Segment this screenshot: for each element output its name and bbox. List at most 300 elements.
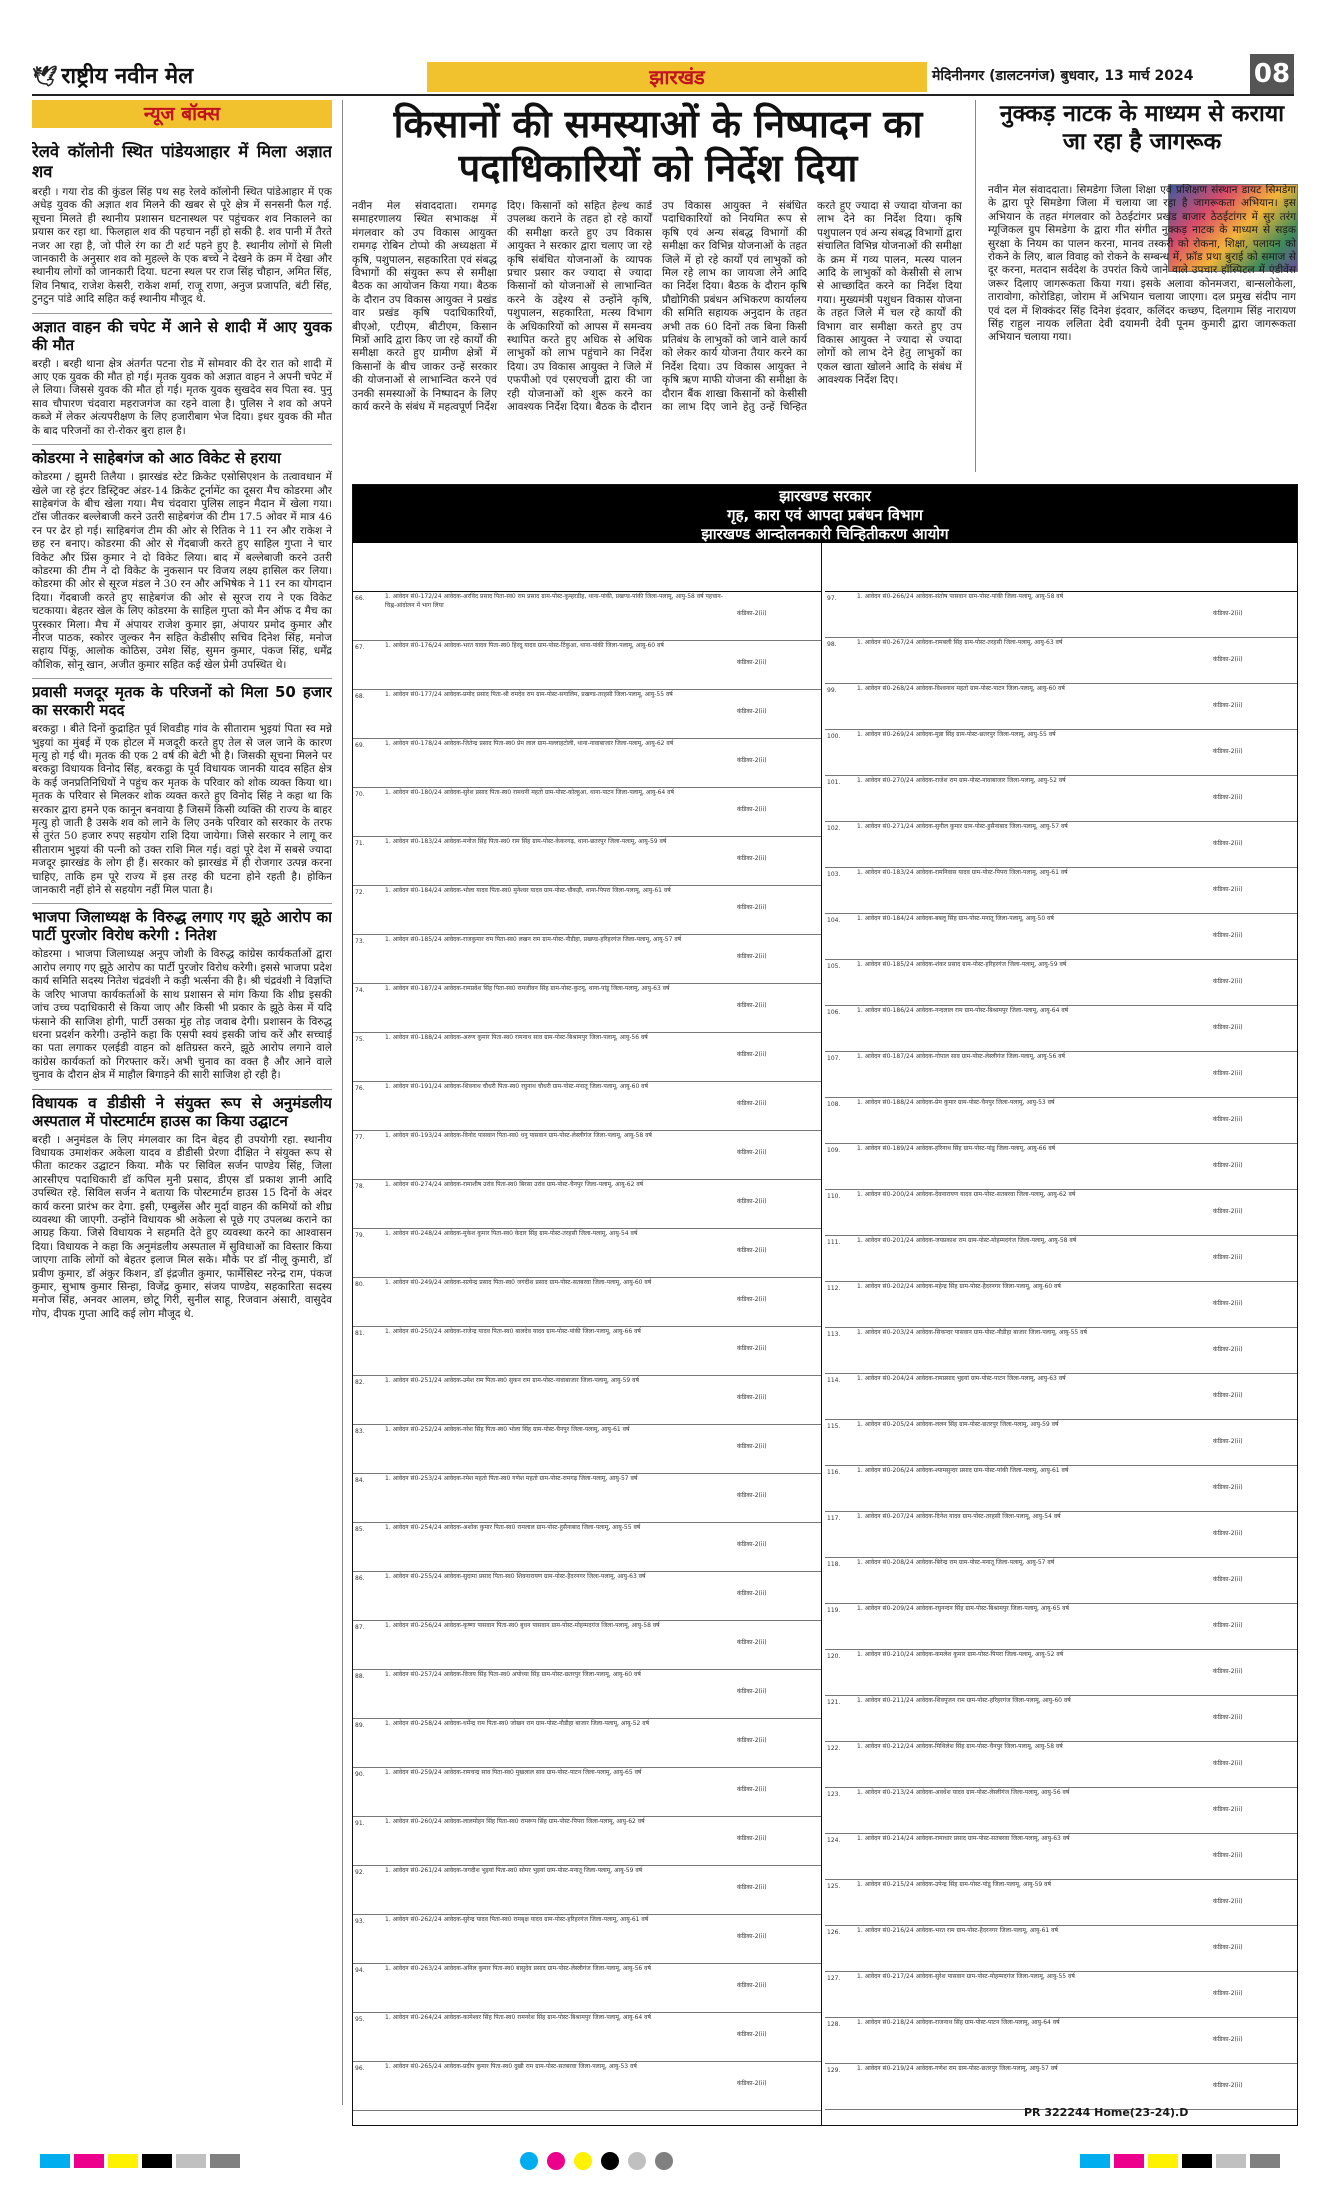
- row-serial: 114.: [827, 1377, 841, 1384]
- notice-row: [353, 2062, 821, 2111]
- registration-mark: [601, 2152, 619, 2170]
- notice-row: [353, 592, 821, 641]
- row-recommendation: कंडिका-2(ii): [737, 2031, 767, 2038]
- registration-mark: [210, 2154, 240, 2168]
- row-recommendation: कंडिका-2(ii): [737, 1394, 767, 1401]
- row-recommendation: कंडिका-2(ii): [737, 1149, 767, 1156]
- registration-mark: [1216, 2154, 1246, 2168]
- row-serial: 74.: [355, 987, 365, 994]
- row-serial: 88.: [355, 1673, 365, 1680]
- row-recommendation: कंडिका-2(ii): [1213, 932, 1243, 939]
- row-serial: 97.: [827, 595, 837, 602]
- row-recommendation: कंडिका-2(ii): [737, 1884, 767, 1891]
- row-recommendation: कंडिका-2(ii): [1213, 1438, 1243, 1445]
- row-details: 1. आवेदन सं0-201/24 आवेदक-जयप्रकाश राम ग्राम-पोस्ट-मोहम्मदगंज जिला-पलामू, आयु-58 वर्ष: [857, 1237, 1077, 1244]
- row-serial: 77.: [355, 1134, 365, 1141]
- notice-row: [353, 1523, 821, 1572]
- row-recommendation: कंडिका-2(ii): [1213, 978, 1243, 985]
- row-details: 1. आवेदन सं0-269/24 आवेदक-मुन्ना सिंह ग्राम-पोस्ट-छतरपुर जिला-पलामू, आयु-55 वर्ष: [857, 731, 1056, 738]
- notice-row: [353, 1817, 821, 1866]
- registration-mark: [1182, 2154, 1212, 2168]
- row-recommendation: कंडिका-2(ii): [1213, 1852, 1243, 1859]
- story-paragraph: नवीन मेल संवाददाता। सिमडेगा जिला शिक्षा एवं प्रशिक्षण संस्थान डायट सिमडेगा के द्वारा पूरे सिमडेगा जिला में चलाया जा रहा है जागरूकता अभियान। इस अभियान के तहत मंगलवार को ठेठईटांगर प्रखंड बाजार ठेठईटांगर में सुर तरंग म्यूजिकल ग्रुप सिमडेगा के द्वारा गीत संगीत नुक्कड़ नाटक के माध्यम से सड़क सुरक्षा के नियम का पालन करना, मानव तस्करी को रोकना, शिक्षा, पलायन को रोकने के लिए, बाल विवाह को रोकने के सम्बन्ध में, फ्रॉड प्रथा बुराई को समाज से दूर करना, मतदान सर्वदेश के उपरांत किये जाने वाले उपचार हॉस्पिटल में एंडीवेंस जरूर दिलाए जागरूकता किया गया। इसके अलावा कोनमजरा, बान्सलोकेला, तारावोगा, कोरोडिहा, जोराम में अभियान चलाया जाएगा। दल प्रमुख संदीप नाग एवं दल में शिक्कंदर सिंह दिनेश इंदवार, कलिंदर कच्छप, दिलगाम सिंह नारायण सिंह राहुल नायक ललिता देवी दयामनी देवी पूनम कुमारी द्वारा जागरूकता अभियान चलाया गया।: [988, 184, 1296, 344]
- notice-row: [825, 1006, 1297, 1052]
- row-details: 1. आवेदन सं0-208/24 आवेदक-बिरेन्द्र राम ग्राम-पोस्ट-मनातू जिला-पलामू, आयु-57 वर्ष: [857, 1559, 1055, 1566]
- news-body: बरही । गया रोड की कुंडल सिंह पथ सह रेलवे कॉलोनी स्थित पांडेआहार में एक अधेड़ युवक की अज्ञात शव मिलने की खबर से पूरे क्षेत्र में सनसनी फैल गई. सूचना मिलते ही स्थानीय प्रशासन घटनास्थल पर पहुंचकर शव निकालने का प्रयास कर रहा था. फिलहाल शव की पहचान नहीं हो सकी है. शव पानी में तैरते नजर आ रहा है, जो पीले रंग का टी शर्ट पहने हुए है. स्थानीय लोगों से मिली जानकारी के अनुसार शव को मुहल्ले के एक बच्चे ने देखने के क्रम में देखा और स्थानीय लोगों को जानकारी दिया. घटना स्थल पर राज सिंह चौहान, अमित सिंह, शिव निषाद, राजेश केसरी, राकेश शर्मा, राजू राणा, अनुज प्रजापति, बंटी सिंह, टुनटुन पांडे आदि सहित कई स्थानीय मौजूद थे.: [32, 186, 332, 306]
- row-serial: 68.: [355, 693, 365, 700]
- row-serial: 120.: [827, 1653, 841, 1660]
- row-recommendation: कंडिका-2(ii): [1213, 748, 1243, 755]
- row-details: 1. आवेदन सं0-209/24 आवेदक-रघुनन्दन सिंह ग्राम-पोस्ट-बिश्रामपुर जिला-पलामू, आयु-65 वर्ष: [857, 1605, 1069, 1612]
- registration-mark: [1080, 2154, 1110, 2168]
- row-serial: 79.: [355, 1232, 365, 1239]
- side-headline: नुक्कड़ नाटक के माध्यम से कराया जा रहा है जागरूक: [999, 101, 1285, 155]
- row-recommendation: कंडिका-2(ii): [1213, 1116, 1243, 1123]
- row-details: 1. आवेदन सं0-183/24 आवेदक-मनोज सिंह पिता-स्व0 राम सिंह ग्राम-पोस्ट-केकरगढ़, थाना-छतरपुर जिला-पलामू, आयु-59 वर्ष: [385, 838, 667, 845]
- row-serial: 98.: [827, 641, 837, 648]
- notice-row: [825, 1328, 1297, 1374]
- row-details: 1. आवेदन सं0-187/24 आवेदक-रामप्रवेश सिंह पिता-स्व0 रामजीवन सिंह ग्राम-पोस्ट-कुटमू, थाना-पांडू जिला-पलामू, आयु-63 वर्ष: [385, 985, 670, 992]
- notice-row: [353, 788, 821, 837]
- notice-row: [353, 1621, 821, 1670]
- row-details: 1. आवेदन सं0-202/24 आवेदक-महेन्द्र सिंह ग्राम-पोस्ट-हैदरनगर जिला-पलामू, आयु-60 वर्ष: [857, 1283, 1061, 1290]
- notice-row: [353, 1327, 821, 1376]
- notice-row: [353, 739, 821, 788]
- row-details: 1. आवेदन सं0-255/24 आवेदक-सुदामा प्रसाद पिता-स्व0 शिवनारायण ग्राम-पोस्ट-हैदरनगर जिला-पलामू, आयु-63 वर्ष: [385, 1573, 646, 1580]
- row-details: 1. आवेदन सं0-258/24 आवेदक-धर्मेन्द्र राम पिता-स्व0 जोखन राम ग्राम-पोस्ट-नौडीहा बाजार जिला-पलामू, आयु-52 वर्ष: [385, 1720, 650, 1727]
- notice-row: [353, 935, 821, 984]
- registration-marks-left: [40, 2152, 244, 2170]
- row-serial: 113.: [827, 1331, 841, 1338]
- row-recommendation: कंडिका-2(ii): [737, 904, 767, 911]
- row-serial: 110.: [827, 1193, 841, 1200]
- registration-mark: [547, 2152, 565, 2170]
- row-serial: 78.: [355, 1183, 365, 1190]
- row-details: 1. आवेदन सं0-203/24 आवेदक-सिकन्दर पासवान ग्राम-पोस्ट-नौडीहा बाजार जिला-पलामू, आयु-55 वर्ष: [857, 1329, 1087, 1336]
- notice-row: [825, 1788, 1297, 1834]
- row-serial: 96.: [355, 2065, 365, 2072]
- notice-row: [825, 914, 1297, 960]
- row-details: 1. आवेदन सं0-251/24 आवेदक-उमेश राम पिता-स्व0 सुकन राम ग्राम-पोस्ट-नावाबाजार जिला-पलामू, आयु-59 वर्ष: [385, 1377, 639, 1384]
- registration-mark: [40, 2154, 70, 2168]
- notice-row: [353, 1768, 821, 1817]
- row-details: 1. आवेदन सं0-215/24 आवेदक-उपेन्द्र सिंह ग्राम-पोस्ट-पांडू जिला-पलामू, आयु-59 वर्ष: [857, 1881, 1051, 1888]
- row-details: 1. आवेदन सं0-252/24 आवेदक-नरेश सिंह पिता-स्व0 भोला सिंह ग्राम-पोस्ट-चैनपुर जिला-पलामू, आयु-61 वर्ष: [385, 1426, 630, 1433]
- notice-row: [353, 1866, 821, 1915]
- row-details: 1. आवेदन सं0-207/24 आवेदक-दिनेश यादव ग्राम-पोस्ट-तरहसी जिला-पलामू, आयु-54 वर्ष: [857, 1513, 1061, 1520]
- row-serial: 112.: [827, 1285, 841, 1292]
- row-details: 1. आवेदन सं0-204/24 आवेदक-रामप्रसाद भुइयां ग्राम-पोस्ट-पाटन जिला-पलामू, आयु-63 वर्ष: [857, 1375, 1066, 1382]
- row-details: 1. आवेदन सं0-217/24 आवेदक-सुरेश पासवान ग्राम-पोस्ट-मोहम्मदगंज जिला-पलामू, आयु-55 वर्ष: [857, 1973, 1075, 1980]
- row-serial: 70.: [355, 791, 365, 798]
- row-details: 1. आवेदन सं0-187/24 आवेदक-गोपाल साव ग्राम-पोस्ट-लेस्लीगंज जिला-पलामू, आयु-56 वर्ष: [857, 1053, 1066, 1060]
- row-serial: 94.: [355, 1967, 365, 1974]
- row-recommendation: कंडिका-2(ii): [1213, 886, 1243, 893]
- row-details: 1. आवेदन सं0-191/24 आवेदक-शिवनाथ चौधरी पिता-स्व0 रघुनाथ चौधरी ग्राम-पोस्ट-मनातू जिला-पलामू, आयु-60 वर्ष: [385, 1083, 648, 1090]
- row-details: 1. आवेदन सं0-256/24 आवेदक-कृष्णा पासवान पिता-स्व0 बुधन पासवान ग्राम-पोस्ट-मोहम्मदगंज जिला-पलामू, आयु-58 वर्ष: [385, 1622, 660, 1629]
- notice-row: [353, 1082, 821, 1131]
- row-details: 1. आवेदन सं0-188/24 आवेदक-प्रेम कुमार ग्राम-पोस्ट-चैनपुर जिला-पलामू, आयु-53 वर्ष: [857, 1099, 1055, 1106]
- row-serial: 90.: [355, 1771, 365, 1778]
- row-recommendation: कंडिका-2(ii): [737, 1639, 767, 1646]
- row-recommendation: कंडिका-2(ii): [737, 1492, 767, 1499]
- row-details: 1. आवेदन सं0-259/24 आवेदक-रामचन्द्र साव पिता-स्व0 मुखलाल साव ग्राम-पोस्ट-पाटन जिला-पलामू, आयु-65 वर्ष: [385, 1769, 642, 1776]
- row-serial: 87.: [355, 1624, 365, 1631]
- row-recommendation: कंडिका-2(ii): [1213, 1576, 1243, 1583]
- row-serial: 99.: [827, 687, 837, 694]
- notice-row: [825, 2018, 1297, 2064]
- row-serial: 126.: [827, 1929, 841, 1936]
- row-recommendation: कंडिका-2(ii): [737, 1100, 767, 1107]
- row-serial: 102.: [827, 825, 841, 832]
- notice-row: [825, 1880, 1297, 1926]
- side-story-body: [988, 184, 1296, 474]
- notice-row: [353, 641, 821, 690]
- row-recommendation: कंडिका-2(ii): [737, 757, 767, 764]
- notice-gov: झारखण्ड सरकार: [779, 487, 871, 505]
- row-details: 1. आवेदन सं0-263/24 आवेदक-अनिल कुमार पिता-स्व0 बासुदेव प्रसाद ग्राम-पोस्ट-लेस्लीगंज जिला-पलामू, आयु-56 वर्ष: [385, 1965, 651, 1972]
- registration-mark: [628, 2152, 646, 2170]
- column-rule: [342, 100, 343, 2105]
- news-headline: भाजपा जिलाध्यक्ष के विरुद्ध लगाए गए झूठे आरोप का पार्टी पुरजोर विरोध करेगी : नितेश: [32, 903, 332, 944]
- row-details: 1. आवेदन सं0-184/24 आवेदक-बबलू सिंह ग्राम-पोस्ट-मनातू जिला-पलामू, आयु-50 वर्ष: [857, 915, 1054, 922]
- row-recommendation: कंडिका-2(ii): [737, 1590, 767, 1597]
- row-serial: 129.: [827, 2067, 841, 2074]
- row-details: 1. आवेदन सं0-189/24 आवेदक-हरिनाथ सिंह ग्राम-पोस्ट-पांडू जिला-पलामू, आयु-66 वर्ष: [857, 1145, 1056, 1152]
- row-recommendation: कंडिका-2(ii): [1213, 1668, 1243, 1675]
- notice-row: [353, 1474, 821, 1523]
- row-serial: 108.: [827, 1101, 841, 1108]
- row-details: 1. आवेदन सं0-178/24 आवेदक-जितेन्द्र प्रसाद पिता-स्व0 प्रेम लाल ग्राम-मल्लाहटोली, थाना-नावाबाजार जिला-पलामू, आयु-62 वर्ष: [385, 740, 674, 747]
- row-serial: 86.: [355, 1575, 365, 1582]
- row-recommendation: कंडिका-2(ii): [737, 1541, 767, 1548]
- row-recommendation: कंडिका-2(ii): [737, 806, 767, 813]
- row-recommendation: कंडिका-2(ii): [737, 953, 767, 960]
- notice-row: [825, 1926, 1297, 1972]
- brand: [32, 60, 193, 90]
- row-serial: 106.: [827, 1009, 841, 1016]
- row-recommendation: कंडिका-2(ii): [737, 708, 767, 715]
- notice-row: [353, 886, 821, 935]
- row-serial: 69.: [355, 742, 365, 749]
- notice-row: [825, 730, 1297, 776]
- row-details: 1. आवेदन सं0-177/24 आवेदक-प्रमोद प्रसाद पिता-श्री रामदेव राम ग्राम-पोस्ट-सगालिम, प्रखण्ड-तरहसी जिला-पलामू, आयु-55 वर्ष: [385, 691, 673, 698]
- row-serial: 85.: [355, 1526, 365, 1533]
- story-paragraph: नवीन मेल संवाददाता। रामगढ़ समाहरणालय स्थित सभाकक्ष में मंगलवार को उप विकास आयुक्त रामगढ़ रोबिन टोप्पो की अध्यक्षता में कृषि, पशुपालन, सहकारिता एवं संबद्ध विभागों की संयुक्त रूप से समीक्षा बैठक का आयोजन किया गया। बैठक के दौरान उप विकास आयुक्त ने प्रखंड वार प्रखंड कृषि पदाधिकारियों, बीएओ, एटीएम, बीटीएम, किसान मित्रों आदि द्वारा किए जा रहे कार्यों की समीक्षा करते हुए ग्रामीण क्षेत्रों में किसानों के बीच जाकर उन्हें सरकार की योजनाओं से लाभान्वित करने एवं उनकी समस्याओं के निष्पादन के लिए कार्य करने के संबंध में महत्वपूर्ण निर्देश दिए। किसानों को सहित हेल्थ कार्ड उपलब्ध कराने के तहत हो रहे कार्यों की समीक्षा करते हुए उप विकास आयुक्त ने सरकार द्वारा चलाए जा रहे कृषि संबंधित योजनाओं के व्यापक प्रचार प्रसार कर ज्यादा से ज्यादा किसानों को योजनाओं से लाभान्वित करने के उद्देश्य से उन्होंने कृषि, पशुपालन, सहकारिता, मत्स्य विभाग के अधिकारियों को आपस में समन्वय स्थापित करते हुए अधिक से अधिक लाभुकों को लाभ पहुंचाने का निर्देश दिया। उप विकास आयुक्त ने जिले में एफपीओ एवं एसएचजी द्वारा की जा रही योजनाओं को शुरू करने का आवश्यक निर्देश दिया। बैठक के दौरान उप विकास आयुक्त ने संबंधित पदाधिकारियों को नियमित रूप से कृषि एवं अन्य संबद्ध विभागों की समीक्षा कर विभिन्न योजनाओं के तहत जिले में हो रहे कार्यों एवं लाभुकों को मिल रहे लाभ का जायजा लेने आदि का निर्देश दिया। बैठक के दौरान कृषि प्रौद्योगिकी प्रबंधन अभिकरण कार्यालय की समिति सहायक अनुदान के तहत अभी तक 60 दिनों तक बिना किसी प्रतिबंध के लाभुकों को जाने वाले कार्य को लेकर कार्य योजना तैयार करने का निर्देश दिया। उप विकास आयुक्त ने कृषि ऋण माफी योजना की समीक्षा के दौरान बैंक शाखा किसानों को केसीसी का लाभ दिए जाने हेतु उन्हें चिन्हित करते हुए ज्यादा से ज्यादा योजना का लाभ देने का निर्देश दिया। कृषि पशुपालन एवं अन्य संबद्ध विभागों द्वारा संचालित विभिन्न योजनाओं की समीक्षा के क्रम में गव्य पालन, मत्स्य पालन आदि के लाभुकों को केसीसी से लाभ से आच्छादित करने का निर्देश दिया गया। मुख्यमंत्री पशुधन विकास योजना के तहत जिले में चल रहे कार्यों की विभाग वार समीक्षा करते हुए उप विकास आयुक्त ने ज्यादा से ज्यादा लोगों को लाभ देने हेतु लाभुकों का एकल खाता खोलने आदि के संबंध में आवश्यक निर्देश दिए।: [352, 200, 962, 414]
- notice-row: [825, 1190, 1297, 1236]
- row-details: 1. आवेदन सं0-185/24 आवेदक-शंकर प्रसाद ग्राम-पोस्ट-हरिहरगंज जिला-पलामू, आयु-59 वर्ष: [857, 961, 1067, 968]
- notice-commission: झारखण्ड आन्दोलनकारी चिन्हितीकरण आयोग: [701, 525, 949, 543]
- notice-row: [825, 1282, 1297, 1328]
- row-recommendation: कंडिका-2(ii): [737, 1786, 767, 1793]
- row-serial: 107.: [827, 1055, 841, 1062]
- row-details: 1. आवेदन सं0-211/24 आवेदक-शिवपूजन राम ग्राम-पोस्ट-हरिहरगंज जिला-पलामू, आयु-60 वर्ष: [857, 1697, 1071, 1704]
- news-headline: कोडरमा ने साहेबगंज को आठ विकेट से हराया: [32, 444, 332, 467]
- row-details: 1. आवेदन सं0-176/24 आवेदक-भरत यादव पिता-स्व0 हिरदू यादव ग्राम-पोस्ट-टिंकुआ, थाना-पांकी जिला-पलामू, आयु-60 वर्ष: [385, 642, 664, 649]
- row-serial: 116.: [827, 1469, 841, 1476]
- row-details: 1. आवेदन सं0-200/24 आवेदक-देवनारायण यादव ग्राम-पोस्ट-सतबरवा जिला-पलामू, आयु-62 वर्ष: [857, 1191, 1076, 1198]
- brand-name: राष्ट्रीय नवीन मेल: [61, 64, 194, 89]
- notice-row: [825, 822, 1297, 868]
- notice-row: [353, 984, 821, 1033]
- row-recommendation: कंडिका-2(ii): [737, 855, 767, 862]
- row-details: 1. आवेदन सं0-248/24 आवेदक-मुकेश कुमार पिता-स्व0 केदार सिंह ग्राम-पोस्ट-तरहसी जिला-पलामू, आयु-54 वर्ष: [385, 1230, 638, 1237]
- row-recommendation: कंडिका-2(ii): [737, 1198, 767, 1205]
- row-serial: 84.: [355, 1477, 365, 1484]
- news-headline: विधायक व डीडीसी ने संयुक्त रूप से अनुमंडलीय अस्पताल में पोस्टमार्टम हाउस का किया उद्घाटन: [32, 1089, 332, 1130]
- row-serial: 119.: [827, 1607, 841, 1614]
- row-details: 1. आवेदन सं0-262/24 आवेदक-सुरेन्द्र यादव पिता-स्व0 रामबृक्ष यादव ग्राम-पोस्ट-हरिहरगंज जिला-पलामू, आयु-61 वर्ष: [385, 1916, 649, 1923]
- row-details: 1. आवेदन सं0-266/24 आवेदक-संतोष पासवान ग्राम-पोस्ट-पांकी जिला-पलामू, आयु-58 वर्ष: [857, 593, 1064, 600]
- row-details: 1. आवेदन सं0-184/24 आवेदक-भोला यादव पिता-स्व0 मुनेश्वर यादव ग्राम-पोस्ट-चौकड़ी, थाना-पिपरा जिला-पलामू, आयु-61 वर्ष: [385, 887, 671, 894]
- row-serial: 115.: [827, 1423, 841, 1430]
- notice-row: [825, 1696, 1297, 1742]
- notice-row: [353, 1033, 821, 1082]
- row-recommendation: कंडिका-2(ii): [1213, 1990, 1243, 1997]
- row-serial: 91.: [355, 1820, 365, 1827]
- row-details: 1. आवेदन सं0-188/24 आवेदक-अरुण कुमार पिता-स्व0 रामनाथ साव ग्राम-पोस्ट-बिश्रामपुर जिला-पलामू, आयु-56 वर्ष: [385, 1034, 648, 1041]
- row-recommendation: कंडिका-2(ii): [1213, 1806, 1243, 1813]
- row-recommendation: कंडिका-2(ii): [1213, 1484, 1243, 1491]
- row-serial: 75.: [355, 1036, 365, 1043]
- masthead: [32, 60, 1294, 96]
- notice-row: [825, 1052, 1297, 1098]
- registration-marks-right: [1080, 2152, 1284, 2170]
- row-details: 1. आवेदन सं0-214/24 आवेदक-रामाधार प्रसाद ग्राम-पोस्ट-सतबरवा जिला-पलामू, आयु-63 वर्ष: [857, 1835, 1070, 1842]
- notice-row: [825, 684, 1297, 730]
- row-details: 1. आवेदन सं0-172/24 आवेदक-अरविंद प्रसाद पिता-स्व0 राम प्रसाद ग्राम-पोस्ट-कुम्हरडीह, थाना-पांकी, प्रखण्ड-पांकी जिला-पलामू, आयु-58 वर्ष पहचान-चिह्न-आंदोलन में भाग लिया: [385, 593, 723, 609]
- row-serial: 121.: [827, 1699, 841, 1706]
- row-details: 1. आवेदन सं0-260/24 आवेदक-लालमोहन सिंह पिता-स्व0 रामरूप सिंह ग्राम-पोस्ट-पिपरा जिला-पलामू, आयु-62 वर्ष: [385, 1818, 645, 1825]
- row-serial: 66.: [355, 595, 365, 602]
- row-serial: 101.: [827, 779, 841, 786]
- row-recommendation: कंडिका-2(ii): [1213, 702, 1243, 709]
- notice-row: [825, 1558, 1297, 1604]
- notice-row: [825, 638, 1297, 684]
- row-details: 1. आवेदन सं0-267/24 आवेदक-रामबली सिंह ग्राम-पोस्ट-तरहसी जिला-पलामू, आयु-63 वर्ष: [857, 639, 1063, 646]
- row-recommendation: कंडिका-2(ii): [737, 1835, 767, 1842]
- notice-row: [825, 1236, 1297, 1282]
- notice-row: [353, 1425, 821, 1474]
- row-details: 1. आवेदन सं0-218/24 आवेदक-राजनाथ सिंह ग्राम-पोस्ट-पाटन जिला-पलामू, आयु-64 वर्ष: [857, 2019, 1060, 2026]
- row-recommendation: कंडिका-2(ii): [737, 1247, 767, 1254]
- row-details: 1. आवेदन सं0-268/24 आवेदक-विश्वनाथ महतो ग्राम-पोस्ट-पाटन जिला-पलामू, आयु-60 वर्ष: [857, 685, 1065, 692]
- notice-table-header: [825, 543, 1297, 592]
- notice-row: [353, 690, 821, 739]
- registration-mark: [1148, 2154, 1178, 2168]
- bird-logo-icon: 🕊: [32, 64, 58, 88]
- notice-row: [353, 1131, 821, 1180]
- row-recommendation: कंडिका-2(ii): [1213, 2082, 1243, 2089]
- notice-row: [825, 960, 1297, 1006]
- row-serial: 124.: [827, 1837, 841, 1844]
- registration-mark: [74, 2154, 104, 2168]
- row-recommendation: कंडिका-2(ii): [737, 1345, 767, 1352]
- notice-row: [825, 868, 1297, 914]
- row-recommendation: कंडिका-2(ii): [737, 1737, 767, 1744]
- row-recommendation: कंडिका-2(ii): [1213, 1760, 1243, 1767]
- row-serial: 103.: [827, 871, 841, 878]
- row-serial: 93.: [355, 1918, 365, 1925]
- row-recommendation: कंडिका-2(ii): [1213, 1254, 1243, 1261]
- row-details: 1. आवेदन सं0-193/24 आवेदक-विनोद पासवान पिता-स्व0 धनु पासवान ग्राम-पोस्ट-लेस्लीगंज जिला-पलामू, आयु-58 वर्ष: [385, 1132, 652, 1139]
- news-headline: प्रवासी मजदूर मृतक के परिजनों को मिला 50 हजार का सरकारी मदद: [32, 678, 332, 719]
- row-serial: 95.: [355, 2016, 365, 2023]
- row-serial: 67.: [355, 644, 365, 651]
- news-body: बरकट्ठा । बीते दिनों कुद्राहित पूर्व शिवडीह गांव के सीताराम भुइयां पिता स्व मन्ने भुइयां का मुंबई में एक होटल में मजदूरी करते हुए तेल से जल जाने के कारण मृत्यु हो गई थी। मृतक की एक 2 वर्ष की बेटी भी है। जिसकी सूचना मिलने पर बरकट्ठा विधायक विनोद सिंह, बरकट्ठा के पूर्व विधायक जानकी यादव सहित क्षेत्र के कई जनप्रतिनिधियों ने पहुंच कर मृतक के परिवार को शोक व्यक्त किया था। मृतक के परिवार से मिलकर शोक व्यक्त करते हुए विनोद सिंह ने कहा था कि सरकार द्वारा हमने एक कानून बनवाया है जिसमें किसी व्यक्ति की राज्य के बाहर मृत्यु हो जाती है उसके शव को लाने के लिए उनके परिवार को सरकार के तरफ से तुरंत 50 हजार रुपए सहयोग राशि दिया जायेगा। जिसे सरकार ने लागू कर सीताराम भुइयां की पत्नी को उक्त राशि मिल गई। वहां पूरे देश में सबसे ज्यादा मजदूर झारखंड के लोग ही हैं। सरकार को झारखंड में ही रोजगार उत्पन्न करना चाहिए, ताकि हम पूरे राज्य में इस तरह की घटना होने रहती है। होकिन जानकारी नहीं होने से सहयोग नहीं मिल पाता है।: [32, 723, 332, 897]
- notice-header: [353, 485, 1297, 543]
- notice-row: [353, 1915, 821, 1964]
- page-number: 08: [1250, 54, 1294, 94]
- notice-row: [353, 1572, 821, 1621]
- row-recommendation: कंडिका-2(ii): [737, 1051, 767, 1058]
- row-details: 1. आवेदन सं0-250/24 आवेदक-राजेन्द्र यादव पिता-स्व0 बालदेव यादव ग्राम-पोस्ट-पांकी जिला-पलामू, आयु-66 वर्ष: [385, 1328, 641, 1335]
- row-recommendation: कंडिका-2(ii): [737, 1933, 767, 1940]
- row-details: 1. आवेदन सं0-206/24 आवेदक-श्यामसुन्दर प्रसाद ग्राम-पोस्ट-पांकी जिला-पलामू, आयु-61 वर्ष: [857, 1467, 1069, 1474]
- notice-row: [353, 1180, 821, 1229]
- notice-row: [825, 1420, 1297, 1466]
- news-headline: रेलवे कॉलोनी स्थित पांडेयआहार में मिला अज्ञात शव: [32, 142, 332, 181]
- registration-mark: [176, 2154, 206, 2168]
- row-serial: 123.: [827, 1791, 841, 1798]
- newsbox-column: [32, 132, 332, 2082]
- row-recommendation: कंडिका-2(ii): [1213, 1944, 1243, 1951]
- row-details: 1. आवेदन सं0-210/24 आवेदक-कमलेश कुमार ग्राम-पोस्ट-पिपरा जिला-पलामू, आयु-52 वर्ष: [857, 1651, 1064, 1658]
- row-details: 1. आवेदन सं0-185/24 आवेदक-राजकुमार राम पिता-स्व0 लखन राम ग्राम-पोस्ट-नौडीहा, प्रखण्ड-हरिहरगंज जिला-पलामू, आयु-57 वर्ष: [385, 936, 682, 943]
- row-serial: 100.: [827, 733, 841, 740]
- row-recommendation: कंडिका-2(ii): [1213, 794, 1243, 801]
- row-details: 1. आवेदन सं0-213/24 आवेदक-अवधेश यादव ग्राम-पोस्ट-लेस्लीगंज जिला-पलामू, आयु-56 वर्ष: [857, 1789, 1070, 1796]
- row-serial: 125.: [827, 1883, 841, 1890]
- news-body: कोडरमा / झुमरी तिलैया । झारखंड स्टेट क्रिकेट एसोसिएशन के तत्वावधान में खेले जा रहे इंटर डिस्ट्रिक्ट अंडर-14 क्रिकेट टूर्नामेंट का दूसरा मैच कोडरमा और साहेबगंज के बीच खेला गया। मैच चंदवारा पुलिस लाइन मैदान में खेला गया। टॉस जीतकर बल्लेबाजी करने उतरी साहेबगंज की टीम 17.5 ओवर में मात्र 46 रन पर ढेर हो गई। साहिबगंज टीम की ओर से रितिक ने 11 रन और राकेश ने छह रन बनाए। कोडरमा की ओर से गेंदबाजी करते हुए साहिल गुप्ता ने चार विकेट और प्रिंस कुमार ने दो विकेट लिया। बाद में बल्लेबाजी करने उतरी कोडरमा की टीम ने दो विकेट के नुकसान पर विजय लक्ष्य हासिल कर लिया। कोडरमा की ओर से सूरज मंडल ने 30 रन और अभिषेक ने 11 रन का योगदान दिया। गेंदबाजी करते हुए साहेबगंज की ओर से सूरज राय ने एक विकेट चटकाया। बेहतर खेल के लिए कोडरमा के साहिल गुप्ता को मैन ऑफ द मैच का पुरस्कार मिला। मैच में अंपायर राजेश कुमार झा, अंपायर प्रमोद कुमार और नीरज पाठक, स्कोरर जुल्कर नैन सहित केडीसीए सचिव दिनेश सिंह, मनोज सहाय पिंकू, आलोक कोठिस, उमेश सिंह, सुमन कुमार, पंकज सिंह, धर्मेंद्र कौशिक, सोनू खान, अजीत कुमार सहित कई खेल प्रेमी उपस्थित थे।: [32, 471, 332, 671]
- row-recommendation: कंडिका-2(ii): [1213, 1162, 1243, 1169]
- notice-dept: गृह, कारा एवं आपदा प्रबंधन विभाग: [727, 506, 923, 524]
- lead-story-body: [352, 200, 962, 472]
- notice-row: [353, 1229, 821, 1278]
- registration-mark: [655, 2152, 673, 2170]
- row-recommendation: कंडिका-2(ii): [1213, 1300, 1243, 1307]
- newsbox-label: न्यूज बॉक्स: [32, 100, 332, 128]
- row-recommendation: कंडिका-2(ii): [737, 2080, 767, 2087]
- row-serial: 71.: [355, 840, 365, 847]
- registration-mark: [108, 2154, 138, 2168]
- row-recommendation: कंडिका-2(ii): [1213, 1208, 1243, 1215]
- registration-mark: [520, 2152, 538, 2170]
- row-recommendation: कंडिका-2(ii): [1213, 2036, 1243, 2043]
- row-details: 1. आवेदन सं0-186/24 आवेदक-नन्दलाल राम ग्राम-पोस्ट-बिश्रामपुर जिला-पलामू, आयु-64 वर्ष: [857, 1007, 1069, 1014]
- registration-marks-center: [520, 2152, 682, 2170]
- row-details: 1. आवेदन सं0-257/24 आवेदक-विजय सिंह पिता-स्व0 अयोध्या सिंह ग्राम-पोस्ट-छतरपुर जिला-पलामू, आयु-60 वर्ष: [385, 1671, 641, 1678]
- row-details: 1. आवेदन सं0-212/24 आवेदक-मिथिलेश सिंह ग्राम-पोस्ट-चैनपुर जिला-पलामू, आयु-58 वर्ष: [857, 1743, 1063, 1750]
- row-serial: 72.: [355, 889, 365, 896]
- row-recommendation: कंडिका-2(ii): [1213, 840, 1243, 847]
- notice-row: [825, 1650, 1297, 1696]
- notice-table-left: [353, 543, 822, 2125]
- registration-mark: [1114, 2154, 1144, 2168]
- row-serial: 109.: [827, 1147, 841, 1154]
- row-serial: 105.: [827, 963, 841, 970]
- notice-table-right: [825, 543, 1297, 2125]
- pr-number: PR 322244 Home(23-24).D: [1024, 2106, 1189, 2119]
- notice-row: [825, 1144, 1297, 1190]
- row-details: 1. आवेदन सं0-253/24 आवेदक-रमेश महतो पिता-स्व0 गणेश महतो ग्राम-पोस्ट-रामगढ़ जिला-पलामू, आयु-57 वर्ष: [385, 1475, 638, 1482]
- row-serial: 89.: [355, 1722, 365, 1729]
- row-details: 1. आवेदन सं0-249/24 आवेदक-सत्येन्द्र प्रसाद पिता-स्व0 जगदीश प्रसाद ग्राम-पोस्ट-सतबरवा जिला-पलामू, आयु-60 वर्ष: [385, 1279, 652, 1286]
- notice-row: [353, 837, 821, 886]
- row-serial: 122.: [827, 1745, 841, 1752]
- column-rule: [975, 100, 976, 472]
- section-tag: झारखंड: [427, 62, 927, 92]
- row-recommendation: कंडिका-2(ii): [1213, 1622, 1243, 1629]
- row-recommendation: कंडिका-2(ii): [1213, 1392, 1243, 1399]
- row-recommendation: कंडिका-2(ii): [737, 1296, 767, 1303]
- notice-row: [825, 1742, 1297, 1788]
- row-details: 1. आवेदन सं0-254/24 आवेदक-अशोक कुमार पिता-स्व0 रामलाल ग्राम-पोस्ट-हुसैनाबाद जिला-पलामू, आयु-55 वर्ष: [385, 1524, 641, 1531]
- row-details: 1. आवेदन सं0-264/24 आवेदक-कामेश्वर सिंह पिता-स्व0 रामनरेश सिंह ग्राम-पोस्ट-बिश्रामपुर जिला-पलामू, आयु-64 वर्ष: [385, 2014, 651, 2021]
- row-details: 1. आवेदन सं0-270/24 आवेदक-राजेश राम ग्राम-पोस्ट-नावाबाजार जिला-पलामू, आयु-52 वर्ष: [857, 777, 1066, 784]
- row-recommendation: कंडिका-2(ii): [737, 1443, 767, 1450]
- notice-table-header: [353, 543, 821, 592]
- news-body: बरही । अनुमंडल के लिए मंगलवार का दिन बेहद ही उपयोगी रहा. स्थानीय विधायक उमाशंकर अकेला यादव व डीडीसी प्रेरणा दीक्षित ने संयुक्त रूप से फीता काटकर उद्घाटन किया. मौके पर सिविल सर्जन पाण्डेय सिंह, जिला आरसीएच पदाधिकारी डॉ कपिल मुनी प्रसाद, डीएस डॉ प्रकाश ज्ञानी आदि उपस्थित रहे. सिविल सर्जन ने बताया कि पोस्टमार्टम हाउस 15 दिनों के अंदर कार्य करना प्रारंभ कर देगा. इसी, एम्बुलेंस और मुर्दा वाहन की कमियों को शीघ्र व्यवस्था की जाएगी. उन्होंने विधायक श्री अकेला से पूछे गए उपलब्ध कराने का आग्रह किया. जिसे विधायक ने सहमति देते हुए व्यवस्था करने का आश्वासन दिया। विधायक ने कहा कि अनुमंडलीय अस्पताल में सुविधाओं का विस्तार किया जाएगा ताकि लोगों को बेहतर इलाज मिल सके। मौके पर डॉ नीलू कुमारी, डॉ प्रवीण कुमार, डॉ अंकुर किशन, डॉ इंद्रजीत कुमार, फार्मेसिस्ट नरेन्द्र राम, पंकज कुमार, सुभाष कुमार सिन्हा, विजेंद्र कुमार, संजय पाण्डेय, सहकारिता सदस्य मनोज सिंह, अनवर आलम, छोटू गिरी, सुनील साहू, रिजवान अंसारी, वासुदेव गोप, दीपक गुप्ता आदि कई लोग मौजूद थे.: [32, 1133, 332, 1320]
- row-recommendation: कंडिका-2(ii): [1213, 1346, 1243, 1353]
- row-serial: 111.: [827, 1239, 841, 1246]
- registration-mark: [1250, 2154, 1280, 2168]
- lead-headline: किसानों की समस्याओं के निष्पादन का पदाधिकारियों को निर्देश दिया: [393, 102, 923, 190]
- notice-row: [825, 1512, 1297, 1558]
- registration-mark: [142, 2154, 172, 2168]
- government-notice: [352, 484, 1298, 2126]
- notice-row: [353, 1278, 821, 1327]
- row-serial: 81.: [355, 1330, 365, 1337]
- notice-row: [353, 1719, 821, 1768]
- row-recommendation: कंडिका-2(ii): [1213, 1024, 1243, 1031]
- row-serial: 104.: [827, 917, 841, 924]
- row-details: 1. आवेदन सं0-205/24 आवेदक-ललन सिंह ग्राम-पोस्ट-छतरपुर जिला-पलामू, आयु-59 वर्ष: [857, 1421, 1059, 1428]
- row-serial: 83.: [355, 1428, 365, 1435]
- notice-row: [825, 592, 1297, 638]
- row-serial: 128.: [827, 2021, 841, 2028]
- notice-row: [353, 2013, 821, 2062]
- row-serial: 118.: [827, 1561, 841, 1568]
- notice-row: [825, 1972, 1297, 2018]
- row-recommendation: कंडिका-2(ii): [737, 1982, 767, 1989]
- notice-row: [825, 1466, 1297, 1512]
- row-recommendation: कंडिका-2(ii): [1213, 1530, 1243, 1537]
- notice-row: [825, 1834, 1297, 1880]
- row-serial: 80.: [355, 1281, 365, 1288]
- dateline: मेदिनीनगर (डालटनगंज) बुधवार, 13 मार्च 2024: [932, 68, 1194, 84]
- notice-row: [353, 1670, 821, 1719]
- row-details: 1. आवेदन सं0-274/24 आवेदक-रामाशीष उरांव पिता-स्व0 बिरसा उरांव ग्राम-पोस्ट-चैनपुर जिला-पलामू, आयु-62 वर्ष: [385, 1181, 644, 1188]
- row-details: 1. आवेदन सं0-183/24 आवेदक-रामनिवास यादव ग्राम-पोस्ट-पिपरा जिला-पलामू, आयु-61 वर्ष: [857, 869, 1068, 876]
- row-recommendation: कंडिका-2(ii): [1213, 1070, 1243, 1077]
- row-details: 1. आवेदन सं0-216/24 आवेदक-भरत राम ग्राम-पोस्ट-हैदरनगर जिला-पलामू, आयु-61 वर्ष: [857, 1927, 1058, 1934]
- row-details: 1. आवेदन सं0-219/24 आवेदक-गणेश राम ग्राम-पोस्ट-छतरपुर जिला-पलामू, आयु-57 वर्ष: [857, 2065, 1058, 2072]
- notice-row: [825, 2064, 1297, 2110]
- news-headline: अज्ञात वाहन की चपेट में आने से शादी में आए युवक की मौत: [32, 313, 332, 354]
- row-recommendation: कंडिका-2(ii): [737, 1002, 767, 1009]
- row-recommendation: कंडिका-2(ii): [737, 659, 767, 666]
- row-details: 1. आवेदन सं0-180/24 आवेदक-सुरेश प्रसाद पिता-स्व0 रामधनी महतो ग्राम-पोस्ट-कोल्हुआ, थाना-पाटन जिला-पलामू, आयु-64 वर्ष: [385, 789, 674, 796]
- news-body: कोडरमा । भाजपा जिलाध्यक्ष अनूप जोशी के विरुद्ध कांग्रेस कार्यकर्ताओं द्वारा आरोप लगाए गए झूठे आरोप का पार्टी पुरजोर विरोध करेगी। इससे भाजपा प्रदेश कार्य समिति सदस्य नितेश चंद्रवंशी ने कड़ी भर्त्सना की है। श्री चंद्रवंशी ने विज्ञप्ति के जरिए भाजपा कार्यकर्ताओं के साथ प्रशासन से मांग किया कि शीघ्र इसकी जांच उच्च पदाधिकारी से किया जाए और किसी भी प्रकार के झूठे केस में यदि फंसाने की साजिश होगी, पार्टी उसका मुंह तोड़ जवाब देगी। प्रशासन के विरुद्ध धरना प्रदर्शन करेगी। उन्होंने कहा कि एसपी स्वयं इसकी जांच करें और सच्चाई का पता लगाकर एलईडी वाहन को क्षतिग्रस्त करने, झूठे आरोप लगाने वाले कांग्रेस कार्यकर्ता को गिरफ्तार करें। अभी चुनाव का वक्त है और आने वाले चुनाव के दौरान क्षेत्र में माहौल बिगाड़ने की सारी साजिश हो रही है।: [32, 948, 332, 1082]
- news-body: बरही । बरही थाना क्षेत्र अंतर्गत पटना रोड में सोमवार की देर रात को शादी में आए एक युवक की मौत हो गई। मृतक युवक को अज्ञात वाहन ने अपनी चपेट में ले लिया। जिससे युवक की मौत हो गई। मृतक युवक सुखदेव सव पिता स्व. पुनु साव चौपारण चंदवारा महराजगंज का रहने वाला है। पुलिस ने शव को अपने कब्जे में लेकर अंत्यपरीक्षण के लिए हजारीबाग भेज दिया। इधर युवक की मौत के बाद परिजनों का रो-रोकर बुरा हाल है।: [32, 357, 332, 437]
- row-recommendation: कंडिका-2(ii): [737, 1688, 767, 1695]
- row-details: 1. आवेदन सं0-265/24 आवेदक-प्रदीप कुमार पिता-स्व0 दुखी राम ग्राम-पोस्ट-सतबरवा जिला-पलामू, आयु-53 वर्ष: [385, 2063, 637, 2070]
- row-serial: 127.: [827, 1975, 841, 1982]
- row-serial: 82.: [355, 1379, 365, 1386]
- row-recommendation: कंडिका-2(ii): [1213, 1714, 1243, 1721]
- notice-row: [353, 1376, 821, 1425]
